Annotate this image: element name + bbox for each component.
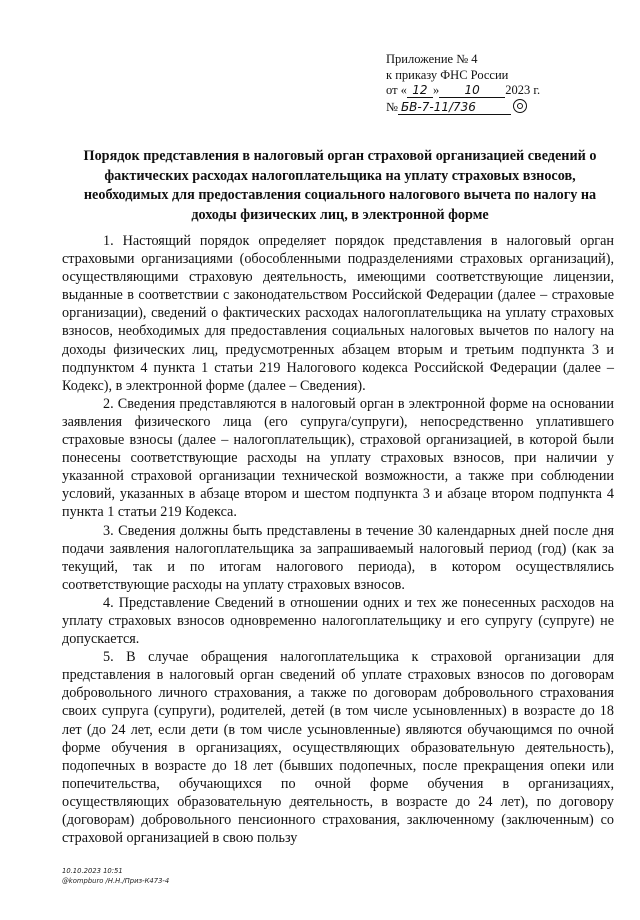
document-title: Порядок представления в налоговый орган страховой организацией сведений о фактических расходах налогоплательщика на уплату страховых взносов, необходимых для предоставления социального налогового вычета по налогу на доходы физических лиц, в электронной форме bbox=[83, 148, 597, 223]
appendix-order-ref: к приказу ФНС России bbox=[386, 67, 509, 82]
paragraph-2: 2. Сведения представляются в налоговый орган в электронной форме на основании заявления физического лица (его супруга/супруги), непосредственно уплатившего страховые взносы (далее – налогоплательщик), страховой организацией, в которой были понесены соответствующие расходы на уплату страховых взносов, при наличии у указанной страховой организации технической возможности, а также при соблюдении условий, указанных в абзаце втором и шестом подпункта 3 и абзаце втором подпункта 4 пункта 1 статьи 219 Кодекса. bbox=[62, 395, 614, 521]
print-operator: @kompburo /Н.Н./Приз-К473-4 bbox=[62, 877, 170, 885]
paragraph-4: 4. Представление Сведений в отношении одних и тех же понесенных расходов на уплату страховых взносов одновременно налогоплательщику и его супругу (супруге) не допускается. bbox=[62, 594, 614, 648]
paragraph-3: 3. Сведения должны быть представлены в течение 30 календарных дней после дня подачи заявления налогоплательщика за запрашиваемый налоговый период (год) (как за текущий, так и по итогам налогового периода), в котором осуществлялись соответствующие расходы на уплату страховых взносов. bbox=[62, 522, 614, 593]
paragraph-1: 1. Настоящий порядок определяет порядок представления в налоговый орган страховыми организациями (обособленными подразделениями страховых организаций), осуществляющими страховую деятельность, имеющими соответствующие лицензии, выданные в соответствии с законодательством Российской Федерации (далее – страховые организации), сведений о фактических расходах налогоплательщика на уплату страховых взносов, необходимых для предоставления социальных налоговых вычетов по налогу на доходы физических лиц, предусмотренных абзацем вторым и третьим подпункта 3 и подпунктом 4 пункта 1 статьи 219 Налогового кодекса Российской Федерации (далее – Кодекс), в электронной форме (далее – Сведения). bbox=[62, 233, 614, 394]
appendix-order-number: № БВ-7-11/736 bbox=[386, 99, 616, 116]
handwritten-number: БВ-7-11/736 bbox=[398, 101, 511, 115]
appendix-date: от « 12 » 10 2023 г. bbox=[386, 83, 541, 97]
print-footer bbox=[62, 866, 169, 886]
print-timestamp: 10.10.2023 10:51 bbox=[62, 867, 123, 875]
handwritten-day: 12 bbox=[407, 84, 433, 98]
appendix-header bbox=[386, 52, 616, 115]
appendix-number: Приложение № 4 bbox=[386, 52, 478, 66]
handwritten-month: 10 bbox=[439, 84, 505, 98]
stamp-mark-icon bbox=[513, 99, 527, 113]
paragraph-5: 5. В случае обращения налогоплательщика к страховой организации для представления в налоговый орган сведений об уплате страховых взносов по договорам добровольного личного страхования, а также по договорам добровольного страхования своих супруга (супруги), родителей, детей (в том числе усыновленных) в возрасте до 18 лет (до 24 лет, если дети (в том числе усыновленные) являются обучающимся по очной форме обучения в организациях, осуществляющих образовательную деятельность), подопечных в возрасте до 18 лет (бывших подопечных, после прекращения опеки или попечительства, обучающихся по очной форме обучения в организациях, осуществляющих образовательную деятельность, в возрасте до 24 лет), по договору (договорам) добровольного пенсионного страхования, заключенному (заключенным) со страховой организацией в свою пользу bbox=[62, 649, 614, 847]
document-body bbox=[62, 232, 614, 847]
